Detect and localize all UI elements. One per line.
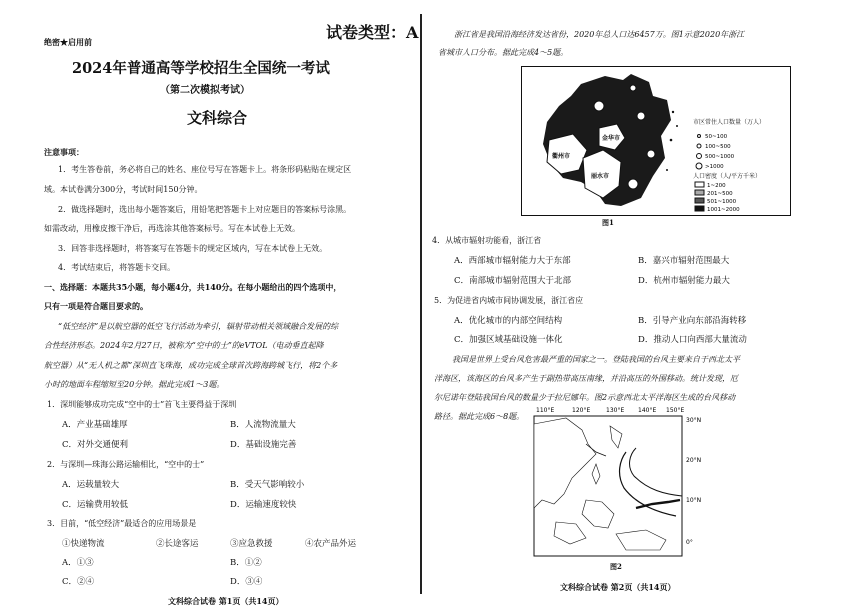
q2-option-d[interactable]: D．运输速度较快 [230, 500, 297, 510]
legend-item: 500~1000 [705, 154, 735, 160]
legend-title-population: 市区常住人口数量（万人） [693, 119, 766, 126]
longitude-label: 110°E [536, 407, 555, 414]
q5-option-b[interactable]: B．引导产业向东部沿海转移 [638, 316, 747, 326]
q4-option-d[interactable]: D．杭州市辐射能力最大 [638, 276, 730, 286]
q3-item: ①快递物流 [62, 539, 105, 549]
q1-option-c[interactable]: C．对外交通便利 [62, 440, 129, 450]
legend-item: 1001~2000 [707, 207, 740, 213]
exam-subtitle: （第二次模拟考试） [160, 85, 250, 96]
passage-line: “低空经济”是以航空器的低空飞行活动为牵引，辐射带动相关领域融合发展的综 [58, 322, 339, 331]
q3-option-c[interactable]: C．②④ [62, 577, 95, 587]
question-5-stem: 5．为促进省内城市间协调发展，浙江省应 [434, 296, 584, 305]
question-1-stem: 1．深圳能够成功完成“空中的士”首飞主要得益于深圳 [47, 400, 237, 409]
subject-title: 文科综合 [187, 109, 248, 127]
q2-option-a[interactable]: A．运载量较大 [62, 480, 120, 490]
page-footer: 文科综合试卷 第1页（共14页） [168, 596, 284, 606]
note-line: 如需改动，用橡皮擦干净后，再选涂其他答案标号。写在本试卷上无效。 [44, 224, 300, 233]
confidential-label: 绝密★启用前 [44, 37, 92, 47]
city-label: 衢州市 [552, 153, 571, 160]
q3-item: ②长途客运 [156, 539, 199, 549]
q4-option-c[interactable]: C．南部城市辐射范围大于北部 [454, 276, 572, 286]
longitude-label: 140°E [638, 407, 657, 414]
q4-option-a[interactable]: A．西部城市辐射能力大于东部 [454, 256, 571, 266]
right-page [426, 0, 860, 609]
legend-title-density: 人口密度（人/平方千米） [693, 173, 762, 180]
latitude-label: 10°N [686, 497, 702, 504]
q2-option-c[interactable]: C．运输费用较低 [62, 500, 129, 510]
section-heading: 只有一项是符合题目要求的。 [44, 301, 148, 311]
legend-item: 100~500 [705, 144, 731, 150]
passage-line: 小时的地面车程缩短至20分钟。据此完成1～3题。 [44, 380, 225, 389]
intro-line: 浙江省是我国沿海经济发达省份，2020年总人口达6457万。图1示意2020年浙江 [454, 30, 745, 39]
section-heading: 一、选择题：本题共35小题，每小题4分，共140分。在每小题给出的四个选项中， [44, 282, 342, 292]
paper-type-label: 试卷类型：A [326, 23, 419, 42]
q5-option-d[interactable]: D．推动人口向西部大量流动 [638, 335, 747, 345]
q4-option-b[interactable]: B．嘉兴市辐射范围最大 [638, 256, 730, 266]
page-footer: 文科综合试卷 第2页（共14页） [560, 582, 676, 592]
question-2-stem: 2．与深圳—珠海公路运输相比，“空中的士” [47, 460, 205, 469]
question-4-stem: 4．从城市辐射功能看，浙江省 [432, 236, 542, 245]
q3-option-b[interactable]: B．①② [230, 558, 262, 568]
q3-item: ④农产品外运 [305, 539, 357, 549]
latitude-label: 20°N [686, 457, 702, 464]
longitude-label: 120°E [572, 407, 591, 414]
figure-2-map [526, 404, 706, 560]
legend-item: 1~200 [707, 183, 726, 189]
intro-line: 省城市人口分布。据此完成4～5题。 [438, 48, 569, 57]
q5-option-c[interactable]: C．加强区域基础设施一体化 [454, 335, 563, 345]
figure-2-caption: 图2 [610, 562, 622, 571]
passage-line: 洋海区，该海区的台风多产生于副热带高压南缘，并沿高压的外围移动。统计发现，厄 [434, 374, 738, 383]
q3-item: ③应急救援 [230, 539, 273, 549]
exam-title: 2024年普通高等学校招生全国统一考试 [72, 60, 330, 77]
city-label: 丽水市 [591, 173, 610, 180]
latitude-label: 30°N [686, 417, 702, 424]
figure-1-caption: 图1 [602, 218, 614, 227]
legend-item: 50~100 [705, 134, 728, 140]
legend-item: 201~500 [707, 191, 733, 197]
left-page [0, 0, 418, 609]
page-divider [420, 14, 422, 594]
passage-line: 路径。据此完成6～8题。 [434, 412, 525, 421]
q1-option-b[interactable]: B．人流物流量大 [230, 420, 296, 430]
latitude-label: 0° [686, 539, 693, 546]
longitude-label: 150°E [666, 407, 685, 414]
note-line: 2．做选择题时，选出每小题答案后，用铅笔把答题卡上对应题目的答案标号涂黑。 [58, 205, 352, 214]
note-line: 域。本试卷满分300分，考试时间150分钟。 [44, 185, 203, 194]
note-line: 1．考生答卷前，务必将自己的姓名、座位号写在答题卡上。将条形码粘贴在规定区 [58, 165, 352, 174]
q5-option-a[interactable]: A．优化城市的内部空间结构 [454, 316, 563, 326]
q1-option-a[interactable]: A．产业基础雄厚 [62, 420, 128, 430]
passage-line: 尔尼诺年登陆我国台风的数量少于拉尼娜年。图2示意西北太平洋海区生成的台风移动 [434, 393, 736, 402]
legend-item: 501~1000 [707, 199, 737, 205]
longitude-label: 130°E [606, 407, 625, 414]
passage-line: 合性经济形态。2024年2月27日，被称为“空中的士”的eVTOL（电动垂直起降 [44, 341, 324, 350]
note-line: 4．考试结束后，将答题卡交回。 [58, 263, 176, 272]
q2-option-b[interactable]: B．受天气影响较小 [230, 480, 305, 490]
q1-option-d[interactable]: D．基础设施完善 [230, 440, 297, 450]
legend-item: >1000 [705, 164, 724, 170]
figure-1-map [521, 66, 791, 216]
q3-option-d[interactable]: D．③④ [230, 577, 263, 587]
city-label: 金华市 [602, 135, 621, 142]
note-line: 3．回答非选择题时，将答案写在答题卡的规定区域内，写在本试卷上无效。 [58, 244, 328, 253]
passage-line: 航空器）从“无人机之都”深圳直飞珠海，成功完成全球首次跨海跨城飞行，将2个多 [44, 361, 338, 370]
passage-line: 我国是世界上受台风危害最严重的国家之一。登陆我国的台风主要来自于西北太平 [452, 355, 740, 364]
q3-option-a[interactable]: A．①③ [62, 558, 94, 568]
question-3-stem: 3．目前，“低空经济”最适合的应用场景是 [47, 519, 197, 528]
notes-heading: 注意事项： [44, 147, 84, 157]
